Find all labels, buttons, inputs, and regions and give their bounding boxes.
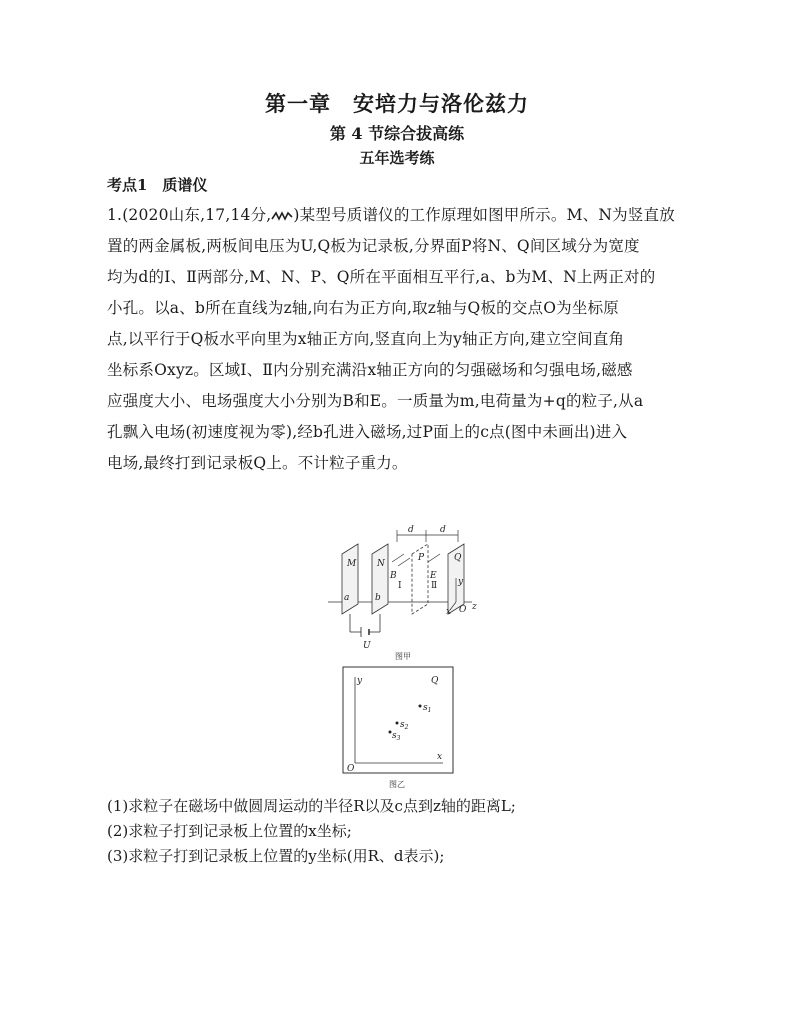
question-line-6: 坐标系Oxyz。区域Ⅰ、Ⅱ内分别充满沿x轴正方向的匀强磁场和匀强电场,磁感 — [107, 361, 633, 379]
question-line-9: 电场,最终打到记录板Q上。不计粒子重力。 — [107, 454, 408, 472]
difficulty-icon — [271, 211, 293, 221]
question-source-tail: )某型号质谱仪的工作原理如图甲所示。M、N为竖直放 — [293, 206, 675, 224]
label-b: b — [375, 593, 381, 603]
label-b-field: B — [390, 571, 397, 581]
subsection-title: 五年选考练 — [359, 149, 435, 167]
label-m: M — [347, 559, 357, 569]
question-line-8: 孔飘入电场(初速度视为零),经b孔进入磁场,过P面上的c点(图中未画出)进入 — [107, 423, 628, 441]
topic-heading: 考点1 质谱仪 — [107, 176, 208, 194]
label-s1: $s_1$ — [423, 703, 432, 714]
question-line-3: 均为d的Ⅰ、Ⅱ两部分,M、N、P、Q所在平面相互平行,a、b为M、N上两正对的 — [107, 268, 656, 286]
label-s3: $s_3$ — [392, 731, 401, 742]
label-y: y — [458, 577, 464, 587]
label-region-2: Ⅱ — [431, 581, 438, 591]
label-x: x — [446, 607, 452, 617]
question-source: 1.(2020山东,17,14分, — [107, 206, 272, 224]
label-p: P — [418, 553, 425, 563]
figure-b — [339, 665, 459, 790]
sub-question-3: (3)求粒子打到记录板上位置的y坐标(用R、d表示); — [107, 847, 445, 865]
chapter-title: 第一章 安培力与洛伦兹力 — [265, 91, 529, 116]
sub-question-2: (2)求粒子打到记录板上位置的x坐标; — [107, 822, 352, 840]
label-s2: $s_2$ — [400, 720, 409, 731]
question-line-1 — [107, 203, 675, 225]
label-d1: d — [408, 525, 414, 535]
label-y-b: y — [357, 676, 363, 686]
figure-b-caption: 图乙 — [389, 780, 405, 789]
label-n: N — [377, 559, 385, 569]
label-q-b: Q — [431, 676, 439, 686]
question-line-5: 点,以平行于Q板水平向里为x轴正方向,竖直向上为y轴正方向,建立空间直角 — [107, 330, 625, 348]
point-s2 — [396, 722, 399, 725]
label-u: U — [363, 641, 371, 651]
label-x-b: x — [437, 752, 443, 762]
question-line-7: 应强度大小、电场强度大小分别为B和E。一质量为m,电荷量为+q的粒子,从a — [107, 392, 644, 410]
section-title: 第 4 节综合拔高练 — [329, 124, 465, 143]
plate-m — [342, 544, 358, 614]
label-region-1: Ⅰ — [398, 581, 402, 591]
label-q: Q — [454, 553, 462, 563]
figure-a — [320, 520, 480, 660]
label-e-field: E — [430, 571, 437, 581]
label-d2: d — [440, 525, 446, 535]
question-line-2: 置的两金属板,两板间电压为U,Q板为记录板,分界面P将N、Q间区域分为宽度 — [107, 237, 640, 255]
sub-question-1: (1)求粒子在磁场中做圆周运动的半径R以及c点到z轴的距离L; — [107, 797, 516, 815]
label-a: a — [344, 593, 350, 603]
label-z: z — [472, 602, 477, 612]
question-line-4: 小孔。以a、b所在直线为z轴,向右为正方向,取z轴与Q板的交点O为坐标原 — [107, 299, 619, 317]
plate-n — [372, 544, 388, 614]
label-o-b: O — [347, 764, 355, 774]
label-o: O — [459, 605, 467, 615]
point-s1 — [419, 705, 422, 708]
figure-a-caption: 图甲 — [395, 652, 411, 660]
